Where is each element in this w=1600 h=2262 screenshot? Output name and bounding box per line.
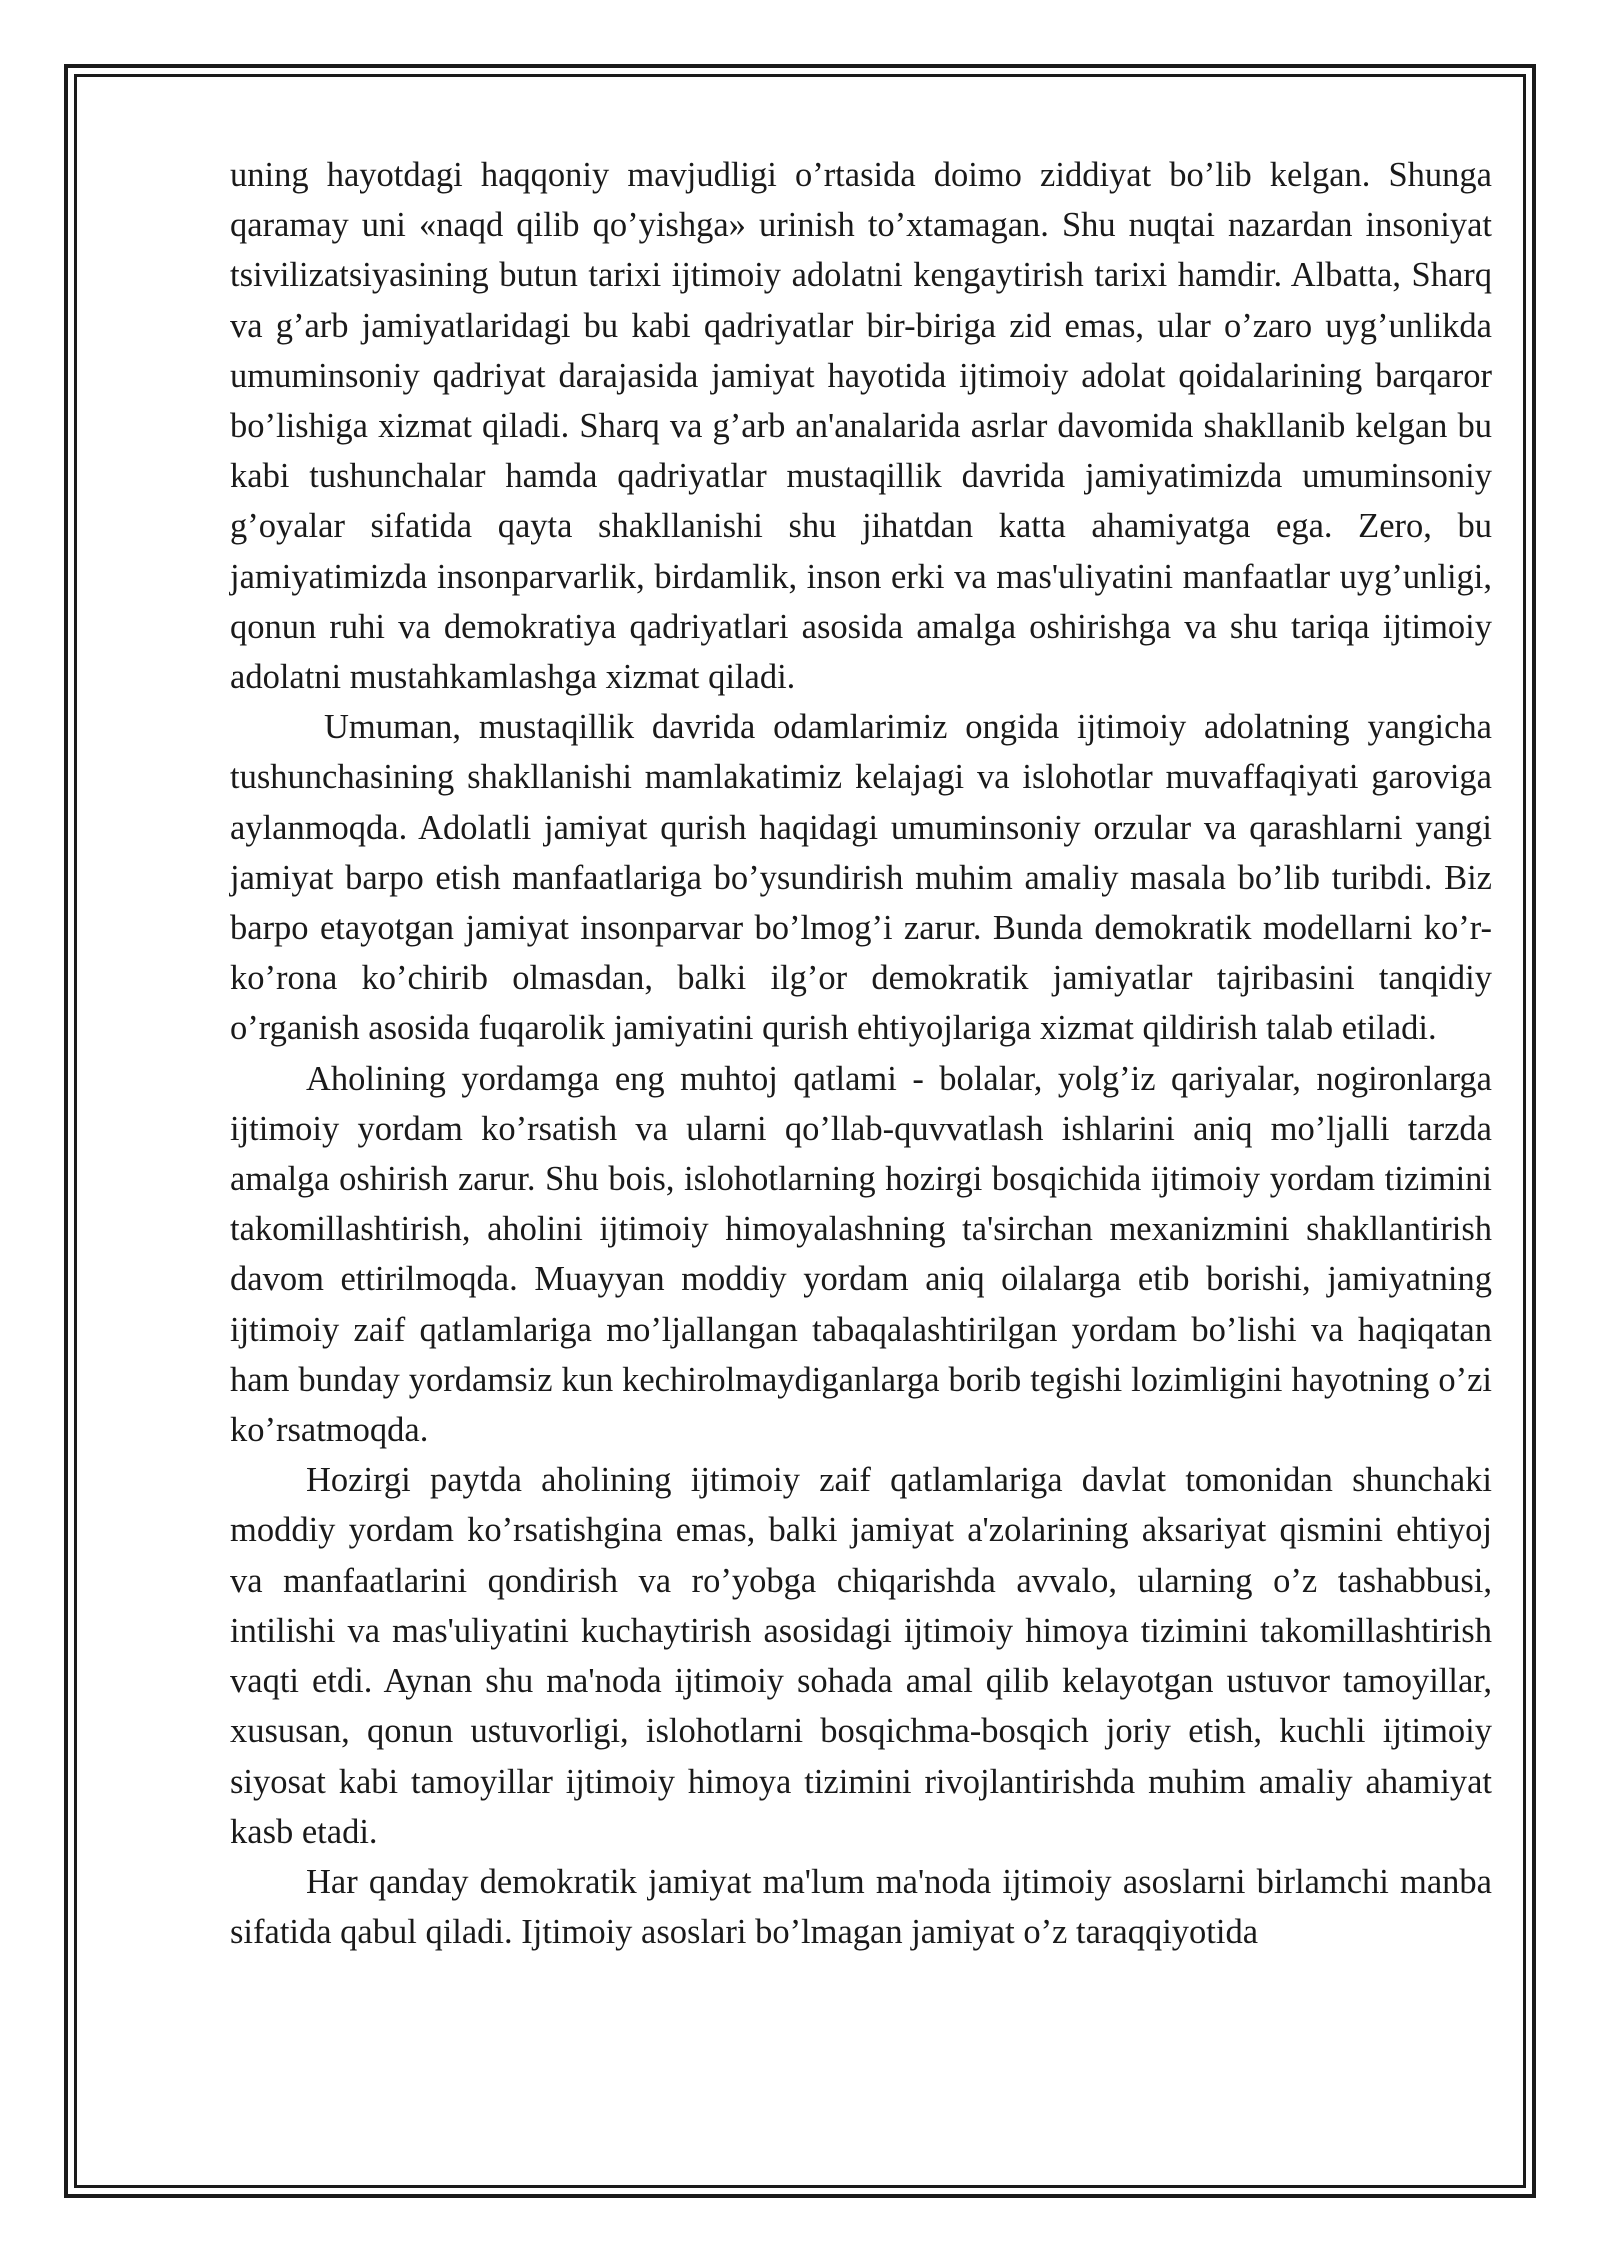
paragraph-3: Aholining yordamga eng muhtoj qatlami - bolalar, yolg’iz qariyalar, nogironlarga ijtimoiy yordam ko’rsatish va ularni qo’llab-quvvatlash ishlarini aniq mo’ljalli tarzda amalga oshirish zarur. Shu bois, islohotlarning hozirgi bosqichida ijtimoiy yordam tizimini takomillashtirish, aholini ijtimoiy himoyalashning ta'sirchan mexanizmini shakllantirish davom ettirilmoqda. Muayyan moddiy yordam aniq oilalarga etib borishi, jamiyatning ijtimoiy zaif qatlamlariga mo’ljallangan tabaqalashtirilgan yordam bo’lishi va haqiqatan ham bunday yordamsiz kun kechirolmaydiganlarga borib tegishi lozimligini hayotning o’zi ko’rsatmoqda. xyxy=(230,1059,1492,1450)
paragraph-2: Umuman, mustaqillik davrida odamlarimiz ongida ijtimoiy adolatning yangicha tushunchasining shakllanishi mamlakatimiz kelajagi va islohotlar muvaffaqiyati garoviga aylanmoqda. Adolatli jamiyat qurish haqidagi umuminsoniy orzular va qarashlarni yangi jamiyat barpo etish manfaatlariga bo’ysundirish muhim amaliy masala bo’lib turibdi. Biz barpo etayotgan jamiyat insonparvar bo’lmog’i zarur. Bunda demokratik modellarni ko’r-ko’rona ko’chirib olmasdan, balki ilg’or demokratik jamiyatlar tajribasini tanqidiy o’rganish asosida fuqarolik jamiyatini qurish ehtiyojlariga xizmat qildirish talab etiladi. xyxy=(230,708,1492,1048)
paragraph-5: Har qanday demokratik jamiyat ma'lum ma'noda ijtimoiy asoslarni birlamchi manba sifatida qabul qiladi. Ijtimoiy asoslari bo’lmagan jamiyat o’z taraqqiyotida xyxy=(230,1862,1492,1952)
document-body xyxy=(230,150,1492,1957)
paragraph-4: Hozirgi paytda aholining ijtimoiy zaif qatlamlariga davlat tomonidan shunchaki moddiy yordam ko’rsatishgina emas, balki jamiyat a'zolarining aksariyat qismini ehtiyoj va manfaatlarini qondirish va ro’yobga chiqarishda avvalo, ularning o’z tashabbusi, intilishi va mas'uliyatini kuchaytirish asosidagi ijtimoiy himoya tizimini takomillashtirish vaqti etdi. Aynan shu ma'noda ijtimoiy sohada amal qilib kelayotgan ustuvor tamoyillar, xususan, qonun ustuvorligi, islohotlarni bosqichma-bosqich joriy etish, kuchli ijtimoiy siyosat kabi tamoyillar ijtimoiy himoya tizimini rivojlantirishda muhim amaliy ahamiyat kasb etadi. xyxy=(230,1461,1492,1851)
paragraph-1: uning hayotdagi haqqoniy mavjudligi o’rtasida doimo ziddiyat bo’lib kelgan. Shunga qaramay uni «naqd qilib qo’yishga» urinish to’xtamagan. Shu nuqtai nazardan insoniyat tsivilizatsiyasining butun tarixi ijtimoiy adolatni kengaytirish tarixi hamdir. Albatta, Sharq va g’arb jamiyatlaridagi bu kabi qadriyatlar bir-biriga zid emas, ular o’zaro uyg’unlikda umuminsoniy qadriyat darajasida jamiyat hayotida ijtimoiy adolat qoidalarining barqaror bo’lishiga xizmat qiladi. Sharq va g’arb an'analarida asrlar davomida shakllanib kelgan bu kabi tushunchalar hamda qadriyatlar mustaqillik davrida jamiyatimizda umuminsoniy g’oyalar sifatida qayta shakllanishi shu jihatdan katta ahamiyatga ega. Zero, bu jamiyatimizda insonparvarlik, birdamlik, inson erki va mas'uliyatini manfaatlar uyg’unligi, qonun ruhi va demokratiya qadriyatlari asosida amalga oshirishga va shu tariqa ijtimoiy adolatni mustahkamlashga xizmat qiladi. xyxy=(230,156,1492,697)
